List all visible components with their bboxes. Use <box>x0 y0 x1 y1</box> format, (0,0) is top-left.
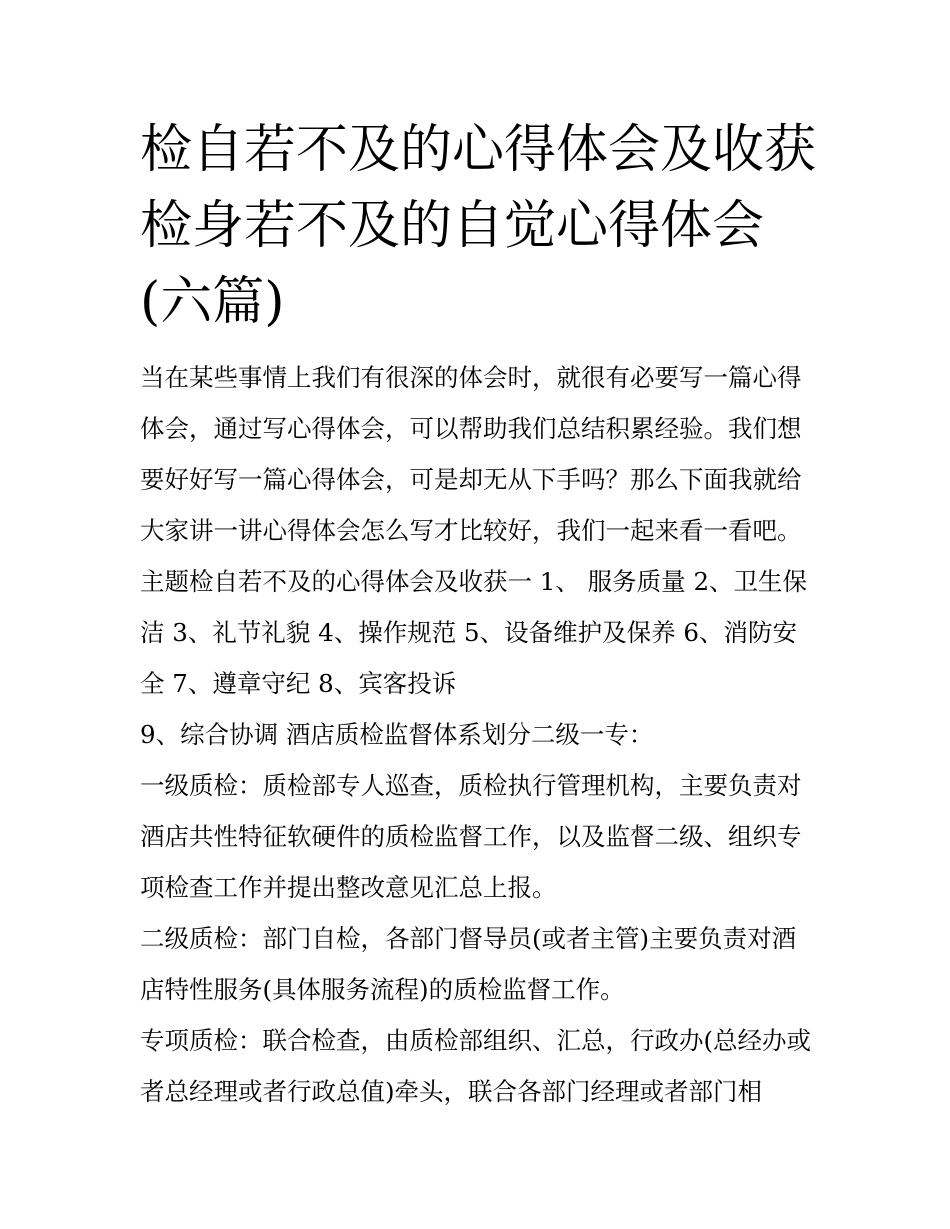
document-title: 检自若不及的心得体会及收获检身若不及的自觉心得体会(六篇) <box>140 120 817 332</box>
paragraph-intro: 当在某些事情上我们有很深的体会时，就很有必要写一篇心得体会，通过写心得体会，可以帮助我们总结积累经验。我们想要好好写一篇心得体会，可是却无从下手吗？那么下面我就给大家讲一讲心得体会怎么写才比较好，我们一起来看一看吧。 <box>140 363 802 545</box>
document-content <box>140 112 820 1117</box>
paragraph-level-two: 二级质检：部门自检，各部门督导员(或者主管)主要负责对酒店特性服务(具体服务流程)的质检监督工作。 <box>140 924 797 1004</box>
paragraph-level-one: 一级质检：质检部专人巡查，质检执行管理机构，主要负责对酒店共性特征软硬件的质检监督工作，以及监督二级、组织专项检查工作并提出整改意见汇总上报。 <box>140 771 802 902</box>
paragraph-topic-list: 主题检自若不及的心得体会及收获一 1、 服务质量 2、卫生保洁 3、礼节礼貌 4、操作规范 5、设备维护及保养 6、消防安全 7、遵章守纪 8、宾客投诉 <box>140 567 808 698</box>
paragraph-coordination: 9、综合协调 酒店质检监督体系划分二级一专： <box>140 720 654 749</box>
paragraph-special: 专项质检：联合检查，由质检部组织、汇总，行政办(总经办或者总经理或者行政总值)牵头，联合各部门经理或者部门相 <box>140 1026 812 1106</box>
